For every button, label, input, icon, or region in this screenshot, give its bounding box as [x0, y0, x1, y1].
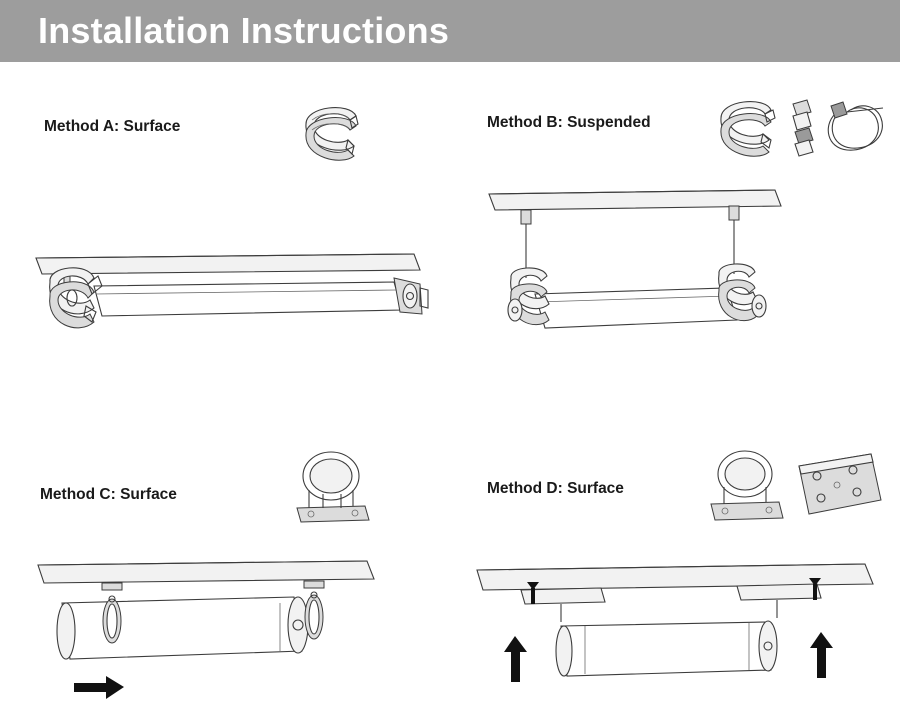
suspended-fixture-diagram	[475, 182, 795, 372]
ring-clamp-with-foot-icon	[285, 444, 395, 534]
clamp-bracket-and-cable-kit-icon	[707, 86, 900, 176]
surface-mounted-plate-fixture-diagram	[465, 560, 885, 710]
panel-method-c	[0, 400, 455, 700]
surface-mounted-cylinder-diagram	[22, 555, 422, 705]
panel-a-label: Method A: Surface	[44, 118, 181, 135]
panel-b-label: Method B: Suspended	[487, 114, 651, 131]
panel-method-a	[0, 62, 455, 382]
surface-mounted-fixture-diagram	[22, 190, 442, 350]
panel-d-label: Method D: Surface	[487, 480, 624, 497]
clamp-bracket-icon	[288, 90, 378, 180]
panel-method-d	[455, 400, 900, 700]
panel-c-label: Method C: Surface	[40, 486, 177, 503]
up-arrow-left-icon	[504, 636, 527, 682]
ring-clamp-and-mounting-plate-icon	[695, 440, 885, 530]
up-arrow-right-icon	[810, 632, 833, 678]
page-title: Installation Instructions	[38, 10, 450, 51]
direction-arrow-icon	[74, 676, 124, 699]
panel-method-b	[455, 62, 900, 382]
header-band	[0, 0, 900, 62]
